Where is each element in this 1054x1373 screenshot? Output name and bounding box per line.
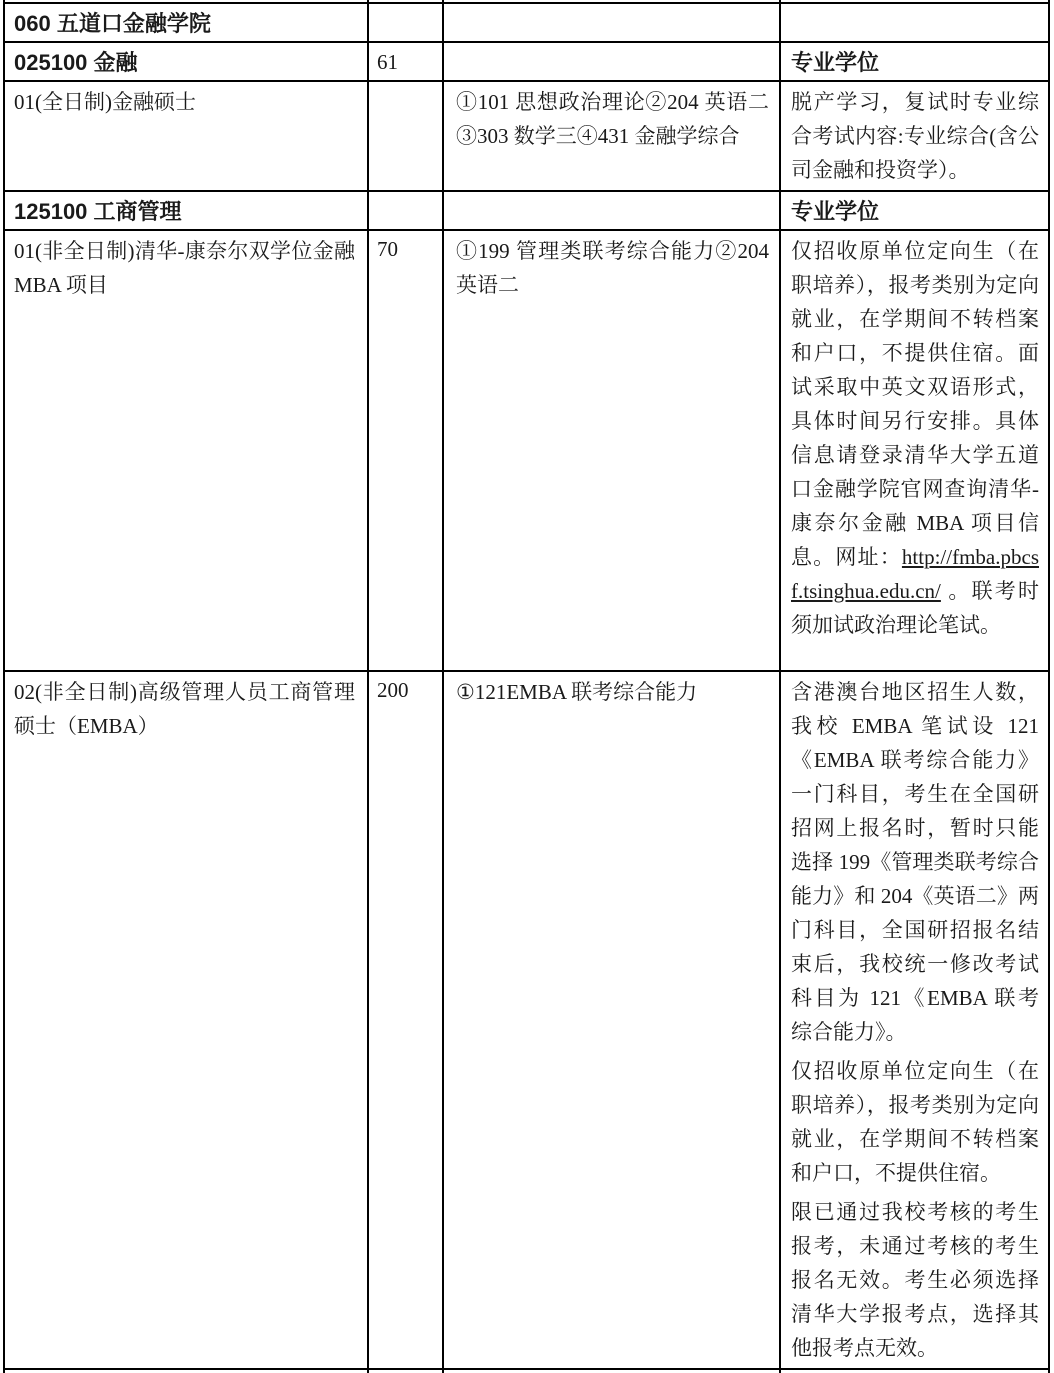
subjects-cell [443, 42, 780, 81]
subjects-cell: ①101 思想政治理论②204 英语二③303 数学三④431 金融学综合 [443, 81, 780, 191]
remarks-cell [780, 671, 1049, 1369]
table-row-major-025100 [4, 42, 1049, 81]
major-title-cell: 125100 工商管理 [4, 191, 368, 230]
table-row-program-01-parttime-mba [4, 230, 1049, 671]
cutoff-cell [368, 1369, 443, 1373]
degree-type-cell: 专业学位 [780, 42, 1049, 81]
major-title-cell: 025100 金融 [4, 42, 368, 81]
school-title-cell: 060 五道口金融学院 [4, 3, 368, 42]
admissions-program-table [3, 0, 1050, 1373]
table-row-school-header [4, 3, 1049, 42]
program-name-cell: 01(非全日制)清华-康奈尔双学位金融 MBA 项目 [4, 230, 368, 671]
table-row-program-02-parttime-emba [4, 671, 1049, 1369]
remarks-paragraph [791, 234, 1039, 642]
table-row-major-125100 [4, 191, 1049, 230]
subjects-cell [443, 3, 780, 42]
fmba-website-link[interactable]: http://fmba.pbcsf.tsinghua.edu.cn/ [791, 545, 1039, 603]
remarks-paragraph: 仅招收原单位定向生（在职培养），报考类别为定向就业，在学期间不转档案和户口，不提供住宿。 [791, 1059, 1039, 1185]
subjects-cell [443, 191, 780, 230]
remarks-text: 。联考时须加试政治理论笔试。 [791, 579, 1039, 637]
remarks-paragraph: 限已通过我校考核的考生报考，未通过考核的考生报名无效。考生必须选择清华大学报考点，选择其他报考点无效。 [791, 1200, 1039, 1360]
remarks-cell: 脱产学习，复试时专业综合考试内容:专业综合(含公司金融和投资学）。 [780, 81, 1049, 191]
remarks-paragraph: 含港澳台地区招生人数，我校 EMBA 笔试设 121《EMBA 联考综合能力》一门科目，考生在全国研招网上报名时，暂时只能选择 199《管理类联考综合能力》和 204《英语二》两门科目，全国研招报名结束后，我校统一修改考试科目为 121《EMBA 联考综合能力》。 [791, 680, 1039, 1044]
quota-cell [368, 191, 443, 230]
cutoff-cell [443, 1369, 780, 1373]
cutoff-cell [4, 1369, 368, 1373]
quota-cell: 70 [368, 230, 443, 671]
program-name-cell: 01(全日制)金融硕士 [4, 81, 368, 191]
quota-cell [368, 81, 443, 191]
quota-cell: 200 [368, 671, 443, 1369]
quota-cell: 61 [368, 42, 443, 81]
subjects-cell: ①121EMBA 联考综合能力 [443, 671, 780, 1369]
table-row-program-01-fulltime [4, 81, 1049, 191]
remarks-text: 仅招收原单位定向生（在职培养），报考类别为定向就业，在学期间不转档案和户口，不提供住宿。面试采取中英文双语形式，具体时间另行安排。具体信息请登录清华大学五道口金融学院官网查询清华-康奈尔金融 MBA 项目信息。网址： [791, 239, 1039, 569]
degree-type-cell: 专业学位 [780, 191, 1049, 230]
quota-cell [368, 3, 443, 42]
subjects-cell: ①199 管理类联考综合能力②204 英语二 [443, 230, 780, 671]
program-name-cell: 02(非全日制)高级管理人员工商管理硕士（EMBA） [4, 671, 368, 1369]
remarks-cell [780, 3, 1049, 42]
remarks-cell [780, 230, 1049, 671]
table-row-cutoff-bottom [4, 1369, 1049, 1373]
cutoff-cell [780, 1369, 1049, 1373]
